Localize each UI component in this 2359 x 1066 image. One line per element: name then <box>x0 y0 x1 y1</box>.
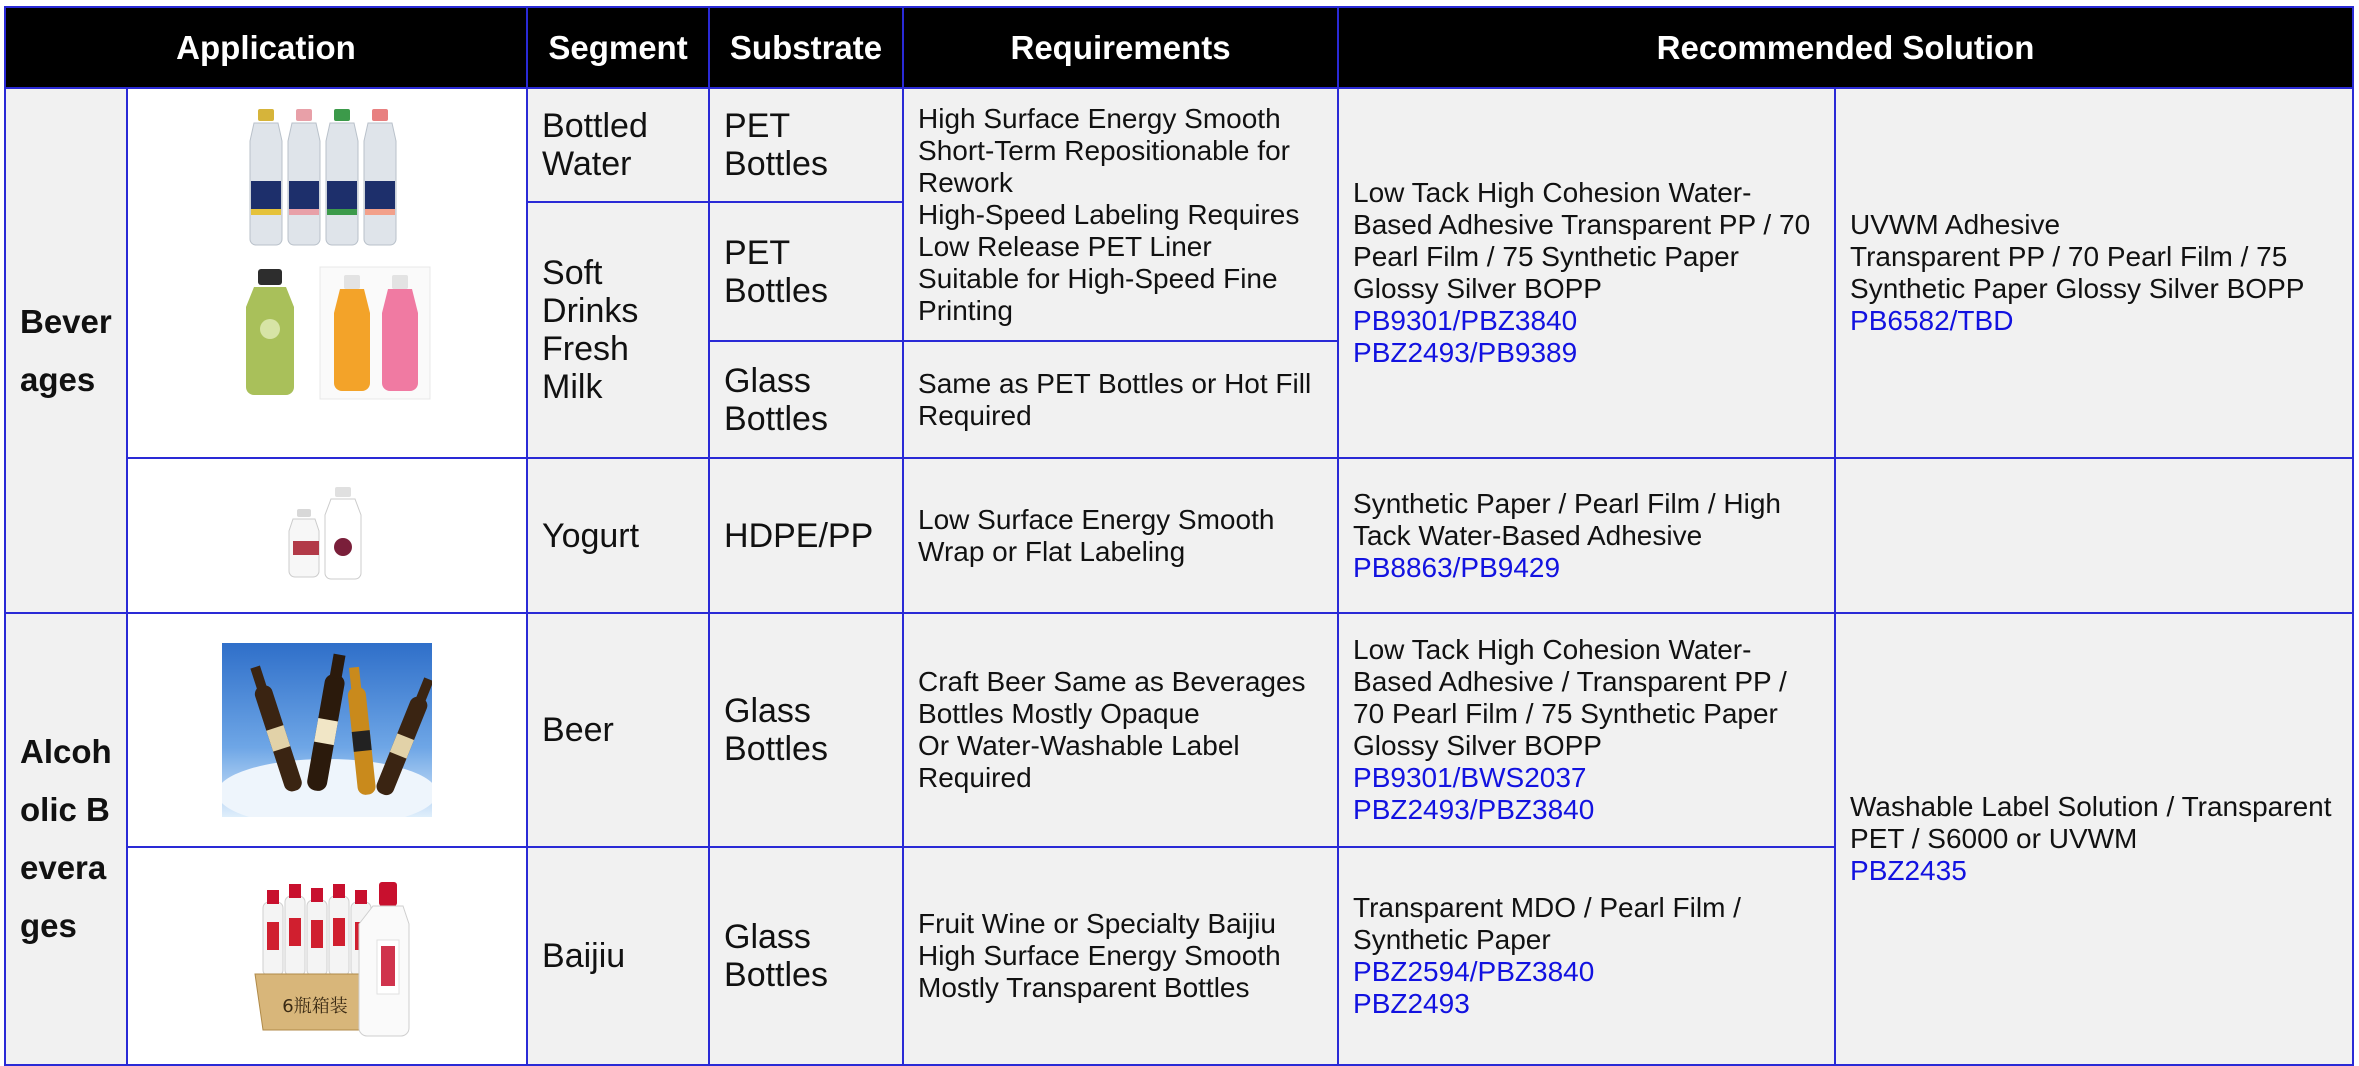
product-code: PB6582/TBD <box>1850 305 2014 336</box>
product-code: PB9301/PBZ3840 <box>1353 305 1578 336</box>
beverage-bottles-picture <box>142 89 527 457</box>
juice-bottle-orange <box>334 275 370 391</box>
water-bottle-3 <box>326 109 358 245</box>
requirement-line: High-Speed Labeling Requires Low Release PET Liner <box>918 198 1300 262</box>
header-recommended-solution: Recommended Solution <box>1338 7 2353 88</box>
solution-yogurt <box>1338 458 1835 613</box>
substrate-water-pet: PET Bottles <box>709 88 903 202</box>
requirement-line: Fruit Wine or Specialty Baijiu <box>918 908 1276 939</box>
requirement-line: Or Water-Washable Label Required <box>918 730 1240 793</box>
requirements-pet-bottles <box>903 88 1338 341</box>
table-row <box>5 613 2353 847</box>
segment-yogurt: Yogurt <box>527 458 709 613</box>
segment-beer: Beer <box>527 613 709 847</box>
juice-bottle-pink <box>382 275 418 391</box>
yogurt-image <box>127 458 527 613</box>
water-bottle-4 <box>364 109 396 245</box>
application-table <box>4 6 2354 1066</box>
yogurt-bottles-picture <box>267 481 387 591</box>
requirements-beer <box>903 613 1338 847</box>
table-row <box>5 458 2353 613</box>
header-substrate: Substrate <box>709 7 903 88</box>
solution-text: UVWM Adhesive <box>1850 209 2061 240</box>
requirement-line: Craft Beer Same as Beverages <box>918 666 1306 697</box>
requirement-line: Suitable for High-Speed Fine Printing <box>918 262 1278 326</box>
segment-soft-drinks-fresh-milk: Soft Drinks Fresh Milk <box>527 202 709 458</box>
empty-cell <box>1835 458 2353 613</box>
requirement-line: Bottles Mostly Opaque <box>918 698 1200 729</box>
beer-bottles-picture <box>222 643 432 817</box>
product-code: PBZ2493 <box>1353 988 1470 1019</box>
product-code: PBZ2435 <box>1850 855 1967 886</box>
substrate-soft-drinks-pet: PET Bottles <box>709 202 903 341</box>
solution-beverages-uvwm <box>1835 88 2353 458</box>
solution-beer <box>1338 613 1835 847</box>
product-code: PBZ2493/PBZ3840 <box>1353 794 1595 825</box>
baijiu-small-bottles <box>263 884 371 976</box>
requirement-line: High Surface Energy Smooth <box>918 102 1281 134</box>
juice-bottle-green <box>246 269 294 395</box>
solution-beverages-water-based <box>1338 88 1835 458</box>
solution-text: Washable Label Solution / Transparent PET / S6000 or UVWM <box>1850 791 2332 854</box>
solution-text: Synthetic Paper / Pearl Film / High Tack Water-Based Adhesive <box>1353 487 1781 551</box>
product-code: PBZ2493/PB9389 <box>1353 337 1578 368</box>
requirement-line: Mostly Transparent Bottles <box>918 972 1250 1003</box>
solution-text: Low Tack High Cohesion Water-Based Adhesive Transparent PP / 70 Pearl Film / 75 Synthetic Paper Glossy Silver BOPP <box>1353 177 1811 304</box>
beverage-bottles-image <box>127 88 527 458</box>
requirement-line: Short-Term Repositionable for Rework <box>918 134 1290 198</box>
segment-bottled-water: Bottled Water <box>527 88 709 202</box>
solution-baijiu <box>1338 847 1835 1065</box>
requirements-glass-bottles: Same as PET Bottles or Hot Fill Required <box>903 341 1338 458</box>
water-bottle-1 <box>250 109 282 245</box>
requirements-baijiu <box>903 847 1338 1065</box>
product-code: PBZ2594/PBZ3840 <box>1353 956 1595 987</box>
table-row <box>5 88 2353 202</box>
requirement-line: High Surface Energy Smooth <box>918 940 1281 971</box>
baijiu-bottles-picture <box>227 866 427 1046</box>
solution-text: Low Tack High Cohesion Water-Based Adhesive / Transparent PP / 70 Pearl Film / 75 Synthetic Paper Glossy Silver BOPP <box>1353 634 1787 761</box>
header-application: Application <box>5 7 527 88</box>
substrate-soft-drinks-glass: Glass Bottles <box>709 341 903 458</box>
product-code: PB9301/BWS2037 <box>1353 762 1587 793</box>
solution-text: Transparent PP / 70 Pearl Film / 75 Synthetic Paper Glossy Silver BOPP <box>1850 241 2305 304</box>
header-segment: Segment <box>527 7 709 88</box>
solution-alcoholic-washable <box>1835 613 2353 1065</box>
baijiu-image <box>127 847 527 1065</box>
substrate-baijiu: Glass Bottles <box>709 847 903 1065</box>
substrate-yogurt: HDPE/PP <box>709 458 903 613</box>
category-beverages: Beverages <box>5 88 127 613</box>
solution-text: Transparent MDO / Pearl Film / Synthetic Paper <box>1353 892 1741 955</box>
header-requirements: Requirements <box>903 7 1338 88</box>
header-row <box>5 7 2353 88</box>
segment-baijiu: Baijiu <box>527 847 709 1065</box>
box-label: 6瓶箱装 <box>282 996 348 1017</box>
beer-image <box>127 613 527 847</box>
water-bottle-2 <box>288 109 320 245</box>
requirements-yogurt: Low Surface Energy Smooth Wrap or Flat Labeling <box>903 458 1338 613</box>
category-alcoholic-beverages: Alcoholic Beverages <box>5 613 127 1065</box>
substrate-beer: Glass Bottles <box>709 613 903 847</box>
product-code: PB8863/PB9429 <box>1353 551 1561 583</box>
